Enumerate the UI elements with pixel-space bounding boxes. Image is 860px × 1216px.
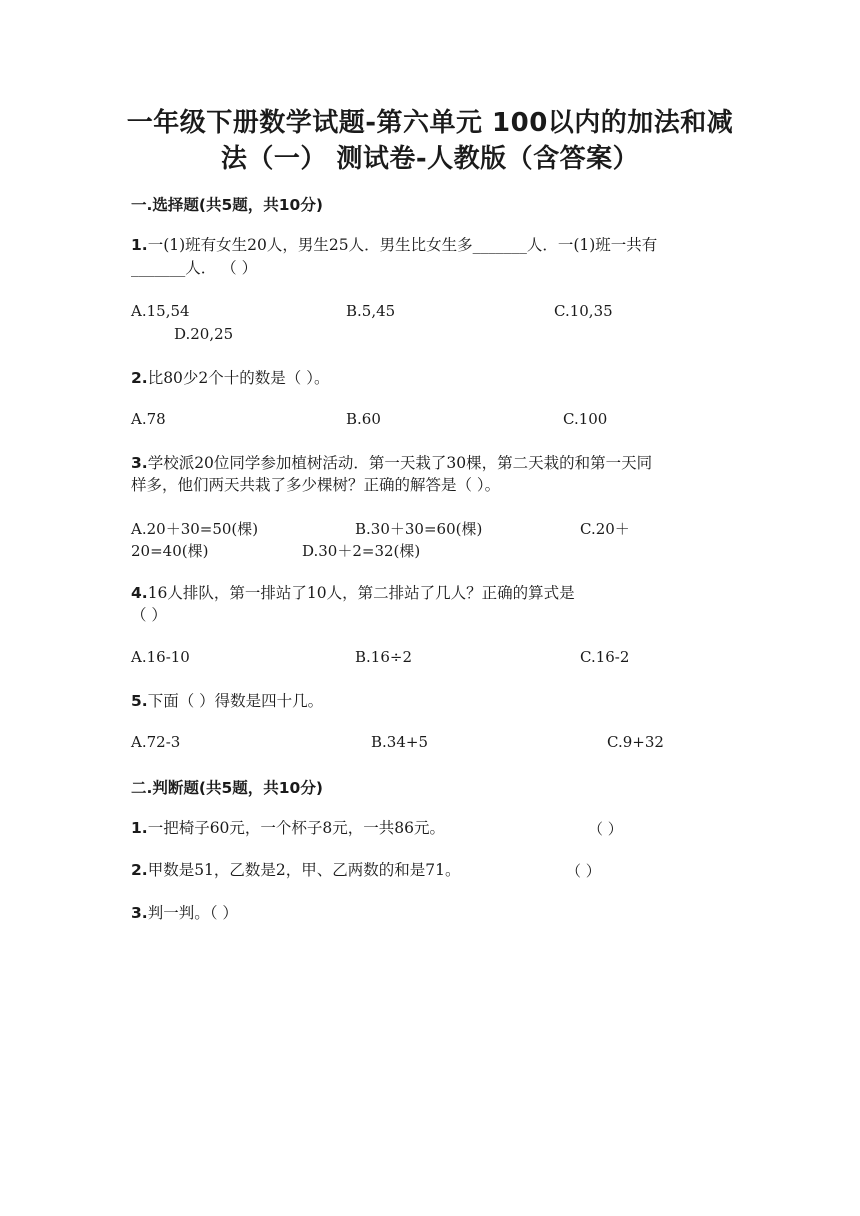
question-3 (131, 452, 731, 474)
question-text: 一把椅子60元，一个杯子8元，一共86元。 (147, 819, 445, 837)
option-c[interactable]: C.10,35 (554, 302, 613, 320)
question-text: 判一判。（ ） (147, 904, 238, 922)
question-text: 样多，他们两天共栽了多少棵树？正确的解答是（ ）。 (131, 476, 501, 494)
question-text: _______人． （ ） (131, 259, 258, 277)
question-text: 一(1)班有女生20人，男生25人．男生比女生多_______人．一(1)班一共有 (147, 236, 658, 254)
option-b[interactable]: B.30＋30=60(棵) (355, 520, 483, 538)
section-heading-multiple-choice: 一.选择题(共5题，共10分) (131, 196, 323, 214)
question-number: 2. (131, 369, 148, 387)
section-heading-true-false: 二.判断题(共5题，共10分) (131, 779, 323, 797)
question-number: 1. (131, 819, 148, 837)
question-1 (131, 234, 731, 256)
question-2 (131, 367, 731, 389)
option-b[interactable]: B.34+5 (371, 733, 428, 751)
option-d[interactable]: D.30＋2=32(棵) (302, 542, 421, 560)
question-number: 4. (131, 584, 148, 602)
judgment-question-2 (131, 859, 731, 881)
question-text: （ ） (131, 606, 167, 624)
judgment-question-1 (131, 817, 731, 839)
question-4-continued (131, 604, 731, 626)
question-number: 3. (131, 454, 148, 472)
judgment-question-3 (131, 902, 731, 924)
option-a[interactable]: A.15,54 (131, 302, 190, 320)
option-b[interactable]: B.16÷2 (355, 648, 412, 666)
option-b[interactable]: B.5,45 (346, 302, 396, 320)
answer-parentheses[interactable]: （ ） (566, 862, 601, 880)
question-3-continued (131, 474, 731, 496)
option-c[interactable]: C.20＋ (580, 520, 630, 538)
option-c[interactable]: C.9+32 (607, 733, 664, 751)
page-title-line-2: 法（一） 测试卷-人教版（含答案） (220, 144, 640, 174)
option-a[interactable]: A.20＋30=50(棵) (131, 520, 259, 538)
question-number: 3. (131, 904, 148, 922)
option-c[interactable]: C.16-2 (580, 648, 630, 666)
option-a[interactable]: A.78 (131, 410, 166, 428)
question-1-continued (131, 257, 731, 279)
option-a[interactable]: A.16-10 (131, 648, 190, 666)
question-number: 1. (131, 236, 148, 254)
question-4 (131, 582, 731, 604)
option-c-continued: 20=40(棵) (131, 542, 209, 560)
question-text: 学校派20位同学参加植树活动．第一天栽了30棵，第二天栽的和第一天同 (147, 454, 653, 472)
option-c[interactable]: C.100 (563, 410, 608, 428)
answer-parentheses[interactable]: （ ） (588, 820, 623, 838)
question-text: 甲数是51，乙数是2，甲、乙两数的和是71。 (147, 861, 461, 879)
option-b[interactable]: B.60 (346, 410, 381, 428)
option-a[interactable]: A.72-3 (131, 733, 181, 751)
question-5 (131, 690, 731, 712)
question-number: 2. (131, 861, 148, 879)
question-text: 16人排队，第一排站了10人，第二排站了几人？正确的算式是 (147, 584, 575, 602)
question-text: 比80少2个十的数是（ ）。 (147, 369, 330, 387)
option-d[interactable]: D.20,25 (174, 325, 234, 343)
question-text: 下面（ ）得数是四十几。 (147, 692, 324, 710)
question-number: 5. (131, 692, 148, 710)
page-title-line-1: 一年级下册数学试题-第六单元 100以内的加法和减 (126, 108, 734, 138)
